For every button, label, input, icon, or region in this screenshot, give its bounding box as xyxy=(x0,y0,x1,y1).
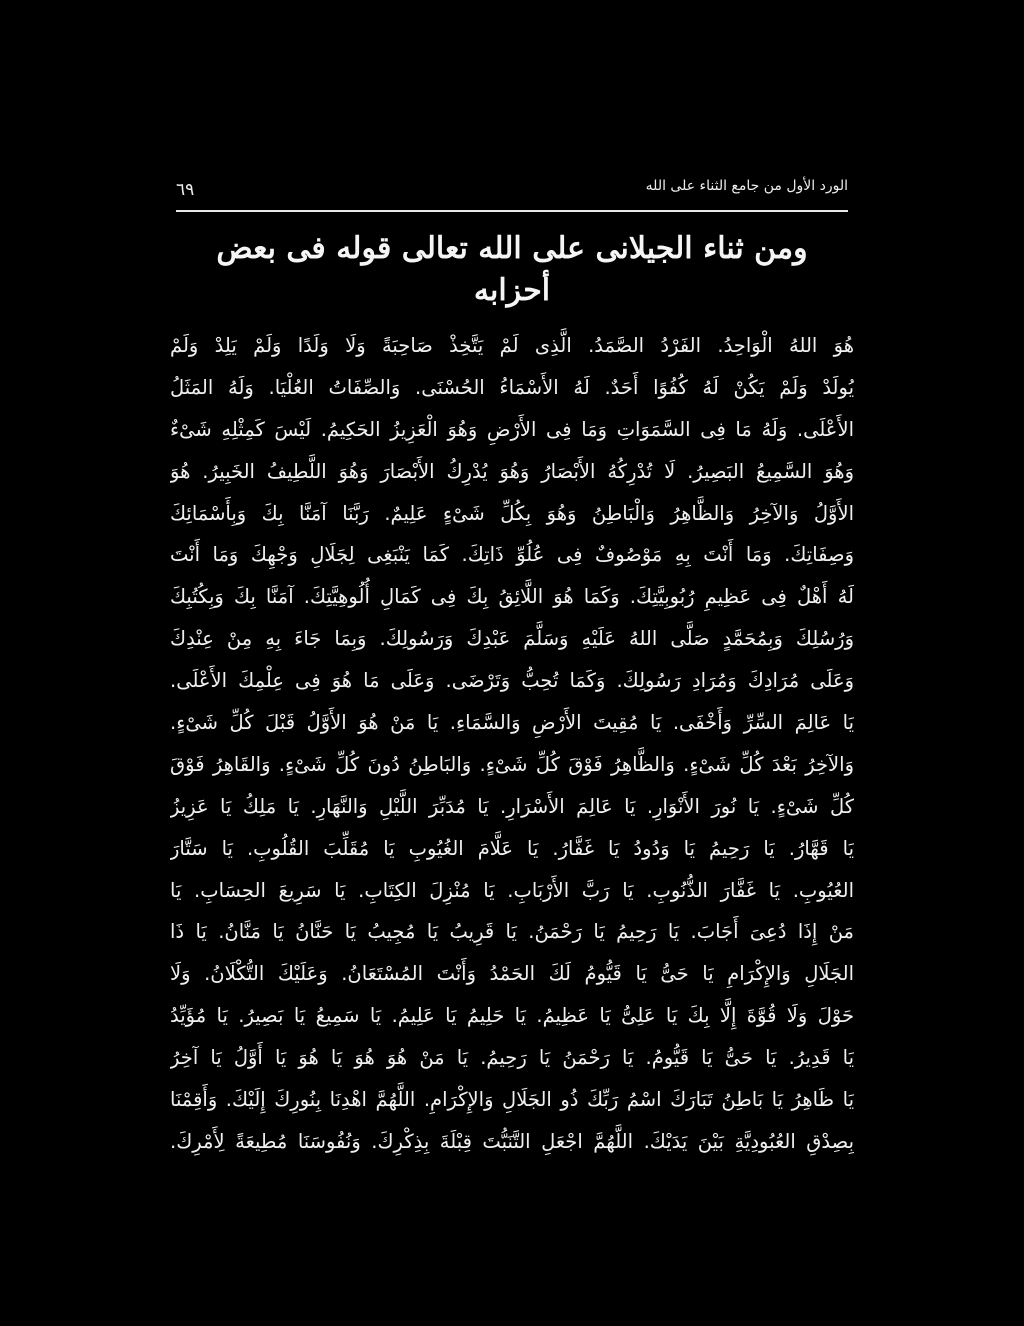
text-line: وَرُسُلِكَ وَبِمُحَمَّدٍ صَلَّى اللهُ عَلَيْهِ وَسَلَّمَ عَبْدِكَ وَرَسُولِكَ. وَبِمَا جَاءَ بِهِ مِنْ عِنْدِكَ xyxy=(170,627,854,651)
running-header-title: الورد الأول من جامع الثناء على الله xyxy=(645,178,848,194)
text-line: كُلِّ شَىْءٍ. يَا نُورَ الأَنْوَارِ. يَا عَالِمَ الأَسْرَارِ. يَا مُدَبِّرَ اللَّيْلِ وَالنَّهَارِ. يَا مَلِكُ يَا عَزِيزُ xyxy=(170,794,854,818)
text-line: وَعَلَى مُرَادِكَ وَمُرَادِ رَسُولِكَ. وَكَمَا تُحِبُّ وَتَرْضَى. وَعَلَى مَا هُوَ فِى عِلْمِكَ الأَعْلَى. xyxy=(170,669,854,693)
text-line: حَوْلَ وَلَا قُوَّةَ إِلَّا بِكَ يَا عَلِىُّ يَا عَظِيمُ. يَا حَلِيمُ يَا عَلِيمُ. يَا سَمِيعُ يَا بَصِيرُ. يَا مُؤَيِّدُ xyxy=(170,1004,854,1028)
running-header xyxy=(176,168,848,208)
text-line: الجَلَالِ وَالإِكْرَامِ يَا حَىُّ يَا قَيُّومُ لَكَ الحَمْدُ وَأَنْتَ المُسْتَعَانُ. وَعَلَيْكَ التُّكْلَانُ. وَلَا xyxy=(170,962,854,986)
text-line: هُوَ اللهُ الْوَاحِدُ. الفَرْدُ الصَّمَدُ. الَّذِى لَمْ يَتَّخِذْ صَاحِبَةً وَلَا وَلَدًا وَلَمْ يَلِدْ وَلَمْ xyxy=(170,334,854,357)
text-line: العُيُوبِ. يَا غَفَّارَ الذُّنُوبِ. يَا رَبَّ الأَرْبَابِ. يَا مُنْزِلَ الكِتَابِ. يَا سَرِيعَ الحِسَابِ. يَا xyxy=(170,878,854,902)
text-line: يَا قَدِيرُ. يَا حَىُّ يَا قَيُّومُ. يَا رَحْمَنُ يَا رَحِيمُ. يَا مَنْ هُوَ هُوَ يَا هُوَ يَا أَوَّلُ يَا آخِرُ xyxy=(170,1046,854,1070)
text-line: وَصِفَاتِكَ. وَمَا أَنْتَ بِهِ مَوْصُوفٌ فِى عُلُوِّ ذَاتِكَ. كَمَا يَنْبَغِى لِجَلَالِ وَجْهِكَ وَمَا أَنْتَ xyxy=(170,543,854,567)
text-line: مَنْ إِذَا دُعِىَ أَجَابَ. يَا رَحِيمُ يَا رَحْمَنُ. يَا قَرِيبُ يَا مُجِيبُ يَا حَنَّانُ يَا مَنَّانُ. يَا ذَا xyxy=(170,920,854,944)
text-line: يَا عَالِمَ السِّرِّ وَأَخْفَى. يَا مُقِيتَ الأَرْضِ وَالسَّمَاءِ. يَا مَنْ هُوَ الأَوَّلُ قَبْلَ كُلِّ شَىْءٍ. xyxy=(170,711,854,735)
text-line: الأَعْلَى. وَلَهُ مَا فِى السَّمَوَاتِ وَمَا فِى الأَرْضِ وَهُوَ الْعَزِيزُ الحَكِيمُ. لَيْسَ كَمِثْلِهِ شَىْءٌ xyxy=(170,417,854,441)
text-line: لَهُ أَهْلٌ فِى عَظِيمِ رُبُوبِيَّتِكَ. وَكَمَا هُوَ اللَّائِقُ بِكَ فِى كَمَالِ أُلُوهِيَّتِكَ. آمَنَّا بِكَ وَبِكُتُبِكَ xyxy=(170,585,854,609)
text-line: بِصِدْقِ العُبُودِيَّةِ بَيْنَ يَدَيْكَ. اللَّهُمَّ اجْعَلِ التَّنَبُّتَ قِبْلَةَ بِذِكْرِكَ. وَنُفُوسَنَا مُطِيعَةً لِأَمْرِكَ. xyxy=(170,1129,854,1153)
text-line: يُولَدْ وَلَمْ يَكُنْ لَهُ كُفُوًا أَحَدٌ. لَهُ الأَسْمَاءُ الحُسْنَى. وَالصِّفَاتُ العُلْيَا. وَلَهُ المَثَلُ xyxy=(170,375,854,399)
text-line: يَا قَهَّارُ. يَا رَحِيمُ يَا وَدُودُ يَا غَفَّارُ. يَا عَلَّامَ الغُيُوبِ يَا مُقَلِّبَ القُلُوبِ. يَا سَتَّارَ xyxy=(170,836,854,860)
header-divider xyxy=(176,210,848,212)
page-number: ٦٩ xyxy=(176,180,195,200)
text-line: يَا ظَاهِرُ يَا بَاطِنُ تَبَارَكَ اسْمُ رَبِّكَ ذُو الجَلَالِ وَالإِكْرَامِ. اللَّهُمَّ اهْدِنَا بِنُورِكَ إِلَيْكَ. وَأَقِمْنَا xyxy=(170,1088,854,1112)
body-text xyxy=(170,325,854,1163)
text-line: وَالآخِرُ بَعْدَ كُلِّ شَىْءٍ. وَالظَّاهِرُ فَوْقَ كُلِّ شَىْءٍ. وَالبَاطِنُ دُونَ كُلِّ شَىْءٍ. وَالقَاهِرُ فَوْقَ xyxy=(170,752,854,776)
section-heading: ومن ثناء الجيلانى على الله تعالى قوله فى بعض أحزابه xyxy=(216,231,808,308)
text-line: الأَوَّلُ وَالآخِرُ وَالظَّاهِرُ وَالْبَاطِنُ وَهُوَ بِكُلِّ شَىْءٍ عَلِيمٌ. رَبَّنَا آمَنَّا بِكَ وَبِأَسْمَائِكَ xyxy=(170,501,854,525)
text-line: وَهُوَ السَّمِيعُ البَصِيرُ. لَا تُدْرِكُهُ الأَبْصَارُ وَهُوَ يُدْرِكُ الأَبْصَارَ وَهُوَ اللَّطِيفُ الخَبِيرُ. هُوَ xyxy=(170,459,854,483)
